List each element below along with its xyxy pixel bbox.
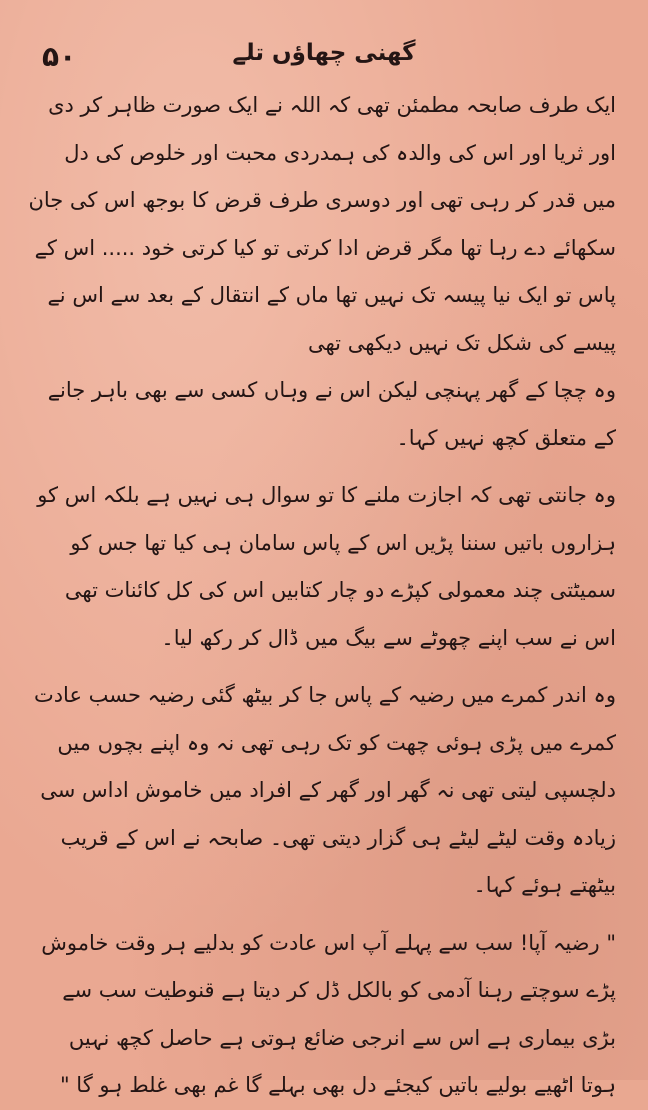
page-header: [30, 40, 618, 80]
paragraph: وہ جانتی تھی کہ اجازت ملنے کا تو سوال ہی نہیں ہے بلکہ اس کو ہزاروں باتیں سننا پڑیں اس کے پاس سامان ہی کیا تھا جس کو سمیٹتی چند معمولی کپڑے دو چار کتابیں اس کی کل کائنات تھی اس نے سب اپنے چھوٹے سے بیگ میں ڈال کر رکھ لیا۔: [37, 483, 616, 650]
running-title: گھنی چھاؤں تلے: [232, 40, 416, 66]
body-text: [28, 82, 616, 1110]
paragraph: وہ اندر کمرے میں رضیہ کے پاس جا کر بیٹھ گئی رضیہ حسب عادت کمرے میں پڑی ہوئی چھت کو تک رہی تھی نہ وہ اپنے بچوں میں دلچسپی لیتی تھی نہ گھر اور گھر کے افراد میں خاموش اداس سی زیادہ وقت لیٹے لیٹے ہی گزار دیتی تھی۔ صابحہ نے اس کے قریب بیٹھتے ہوئے کہا۔: [33, 683, 616, 897]
paragraph: وہ چچا کے گھر پہنچی لیکن اس نے وہاں کسی سے بھی باہر جانے کے متعلق کچھ نہیں کہا۔: [47, 378, 616, 450]
paragraph: ایک طرف صابحہ مطمئن تھی کہ اللہ نے ایک صورت ظاہر کر دی اور ثریا اور اس کی والدہ کی ہمدردی محبت اور خلوص کی دل میں قدر کر رہی تھی اور دوسری طرف قرض کا بوجھ اس کی جان سکھائے دے رہا تھا مگر قرض ادا کرتی تو کیا کرتی خود ..... اس کے پاس تو ایک نیا پیسہ تک نہیں تھا ماں کے انتقال کے بعد سے اس نے پیسے کی شکل تک نہیں دیکھی تھی: [28, 93, 616, 355]
page-number: ۵۰: [42, 40, 77, 73]
paragraph: " رضیہ آپا! سب سے پہلے آپ اس عادت کو بدلیے ہر وقت خاموش پڑے سوچتے رہنا آدمی کو بالکل ڈل کر دیتا ہے قنوطیت سب سے بڑی بیماری ہے اس سے انرجی ضائع ہوتی ہے حاصل کچھ نہیں ہوتا اٹھیے بولیے باتیں کیجئے دل بھی بہلے گا غم بھی غلط ہو گا ": [41, 930, 616, 1097]
